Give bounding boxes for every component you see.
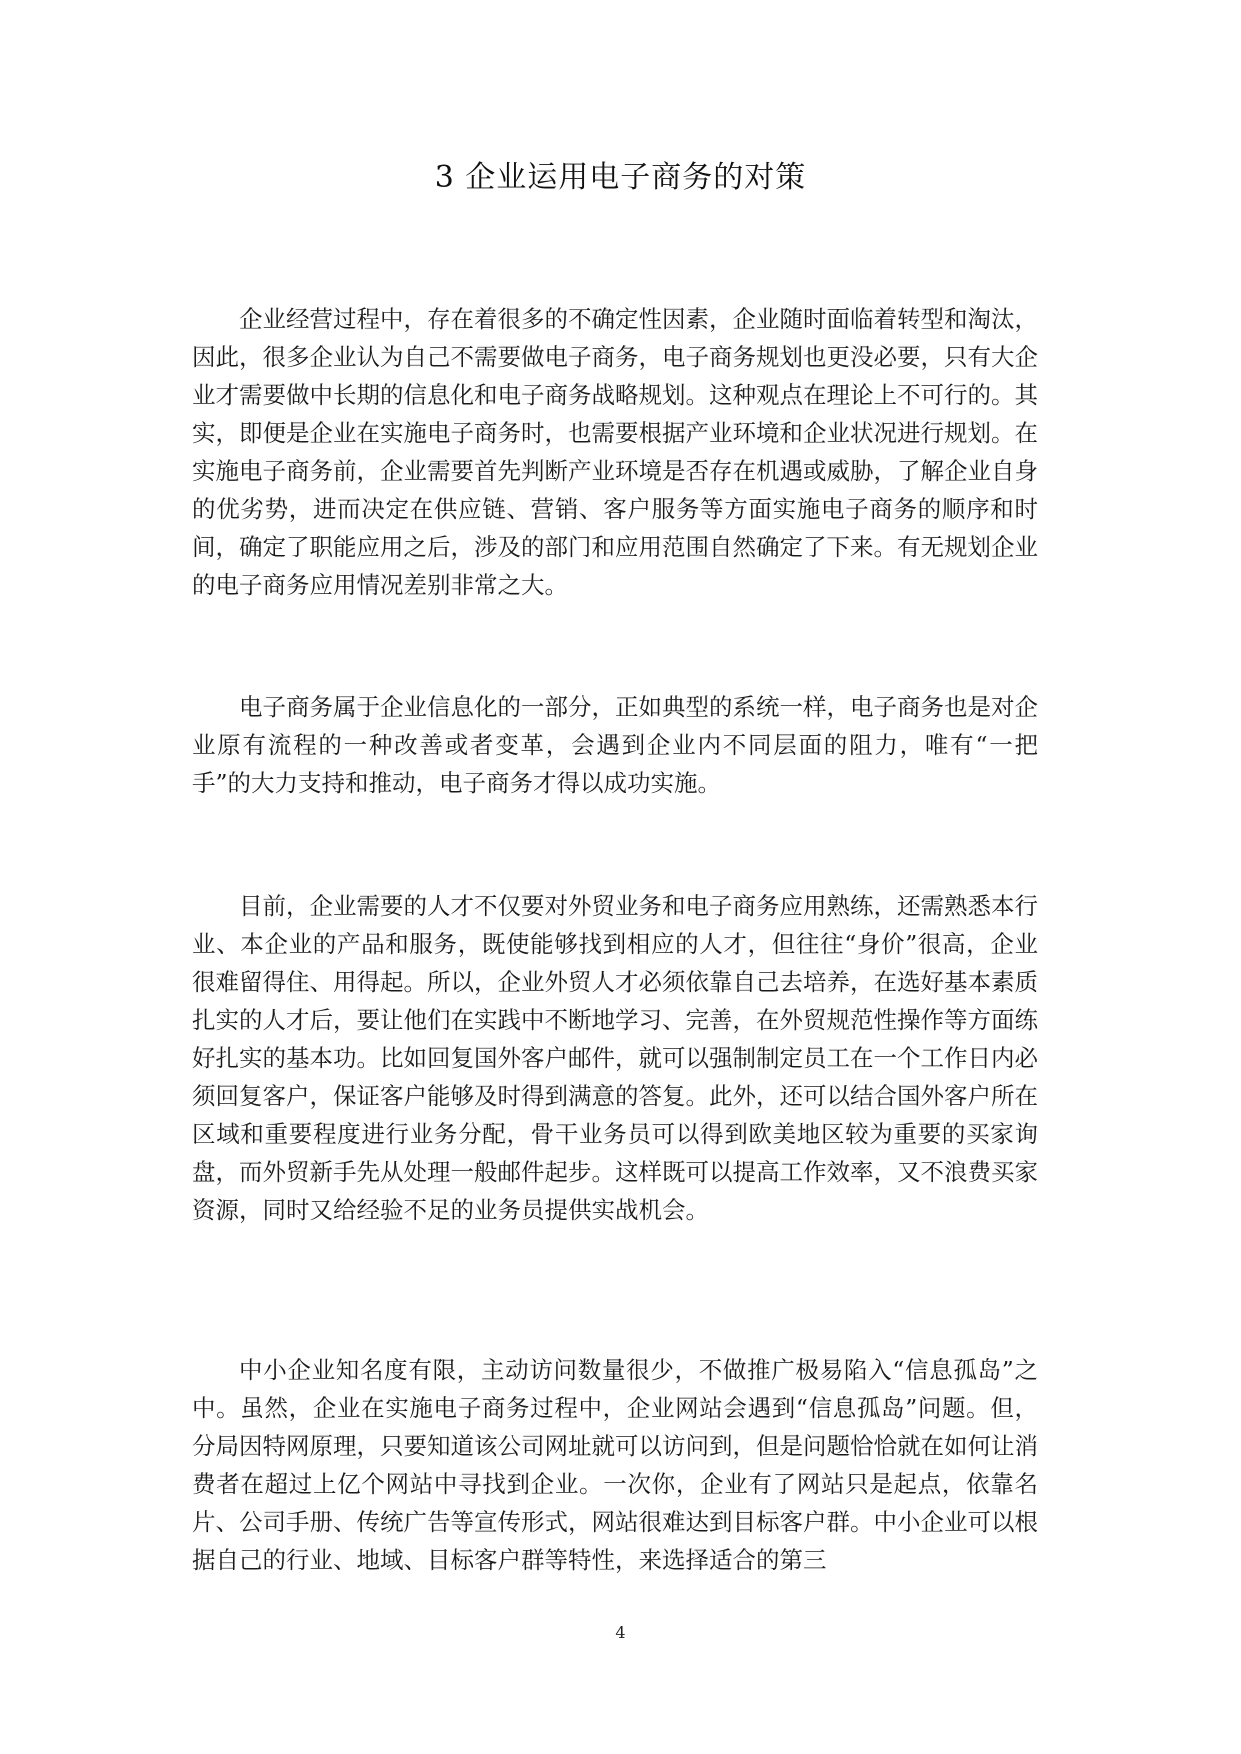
body-paragraph-2: 电子商务属于企业信息化的一部分，正如典型的系统一样，电子商务也是对企业原有流程的一种改善或者变革，会遇到企业内不同层面的阻力，唯有“一把手”的大力支持和推动，电子商务才得以成功实施。	[192, 693, 1038, 797]
body-paragraph-1: 企业经营过程中，存在着很多的不确定性因素，企业随时面临着转型和淘汰，因此，很多企业认为自己不需要做电子商务，电子商务规划也更没必要，只有大企业才需要做中长期的信息化和电子商务战略规划。这种观点在理论上不可行的。其实，即便是企业在实施电子商务时，也需要根据产业环境和企业状况进行规划。在实施电子商务前，企业需要首先判断产业环境是否存在机遇或威胁，了解企业自身的优劣势，进而决定在供应链、营销、客户服务等方面实施电子商务的顺序和时间，确定了职能应用之后，涉及的部门和应用范围自然确定了下来。有无规划企业的电子商务应用情况差别非常之大。	[192, 305, 1038, 599]
section-title: 3 企业运用电子商务的对策	[434, 160, 807, 195]
body-paragraph-4: 中小企业知名度有限，主动访问数量很少，不做推广极易陷入“信息孤岛”之中。虽然，企业在实施电子商务过程中，企业网站会遇到“信息孤岛”问题。但，分局因特网原理，只要知道该公司网址就可以访问到，但是问题恰恰就在如何让消费者在超过上亿个网站中寻找到企业。一次你，企业有了网站只是起点，依靠名片、公司手册、传统广告等宣传形式，网站很难达到目标客户群。中小企业可以根据自己的行业、地域、目标客户群等特性，来选择适合的第三	[192, 1356, 1038, 1574]
page-number: 4	[615, 1623, 626, 1642]
body-paragraph-3: 目前，企业需要的人才不仅要对外贸业务和电子商务应用熟练，还需熟悉本行业、本企业的产品和服务，既使能够找到相应的人才，但往往“身价”很高，企业很难留得住、用得起。所以，企业外贸人才必须依靠自己去培养，在选好基本素质扎实的人才后，要让他们在实践中不断地学习、完善，在外贸规范性操作等方面练好扎实的基本功。比如回复国外客户邮件，就可以强制制定员工在一个工作日内必须回复客户，保证客户能够及时得到满意的答复。此外，还可以结合国外客户所在区域和重要程度进行业务分配，骨干业务员可以得到欧美地区较为重要的买家询盘，而外贸新手先从处理一般邮件起步。这样既可以提高工作效率，又不浪费买家资源，同时又给经验不足的业务员提供实战机会。	[192, 892, 1038, 1224]
